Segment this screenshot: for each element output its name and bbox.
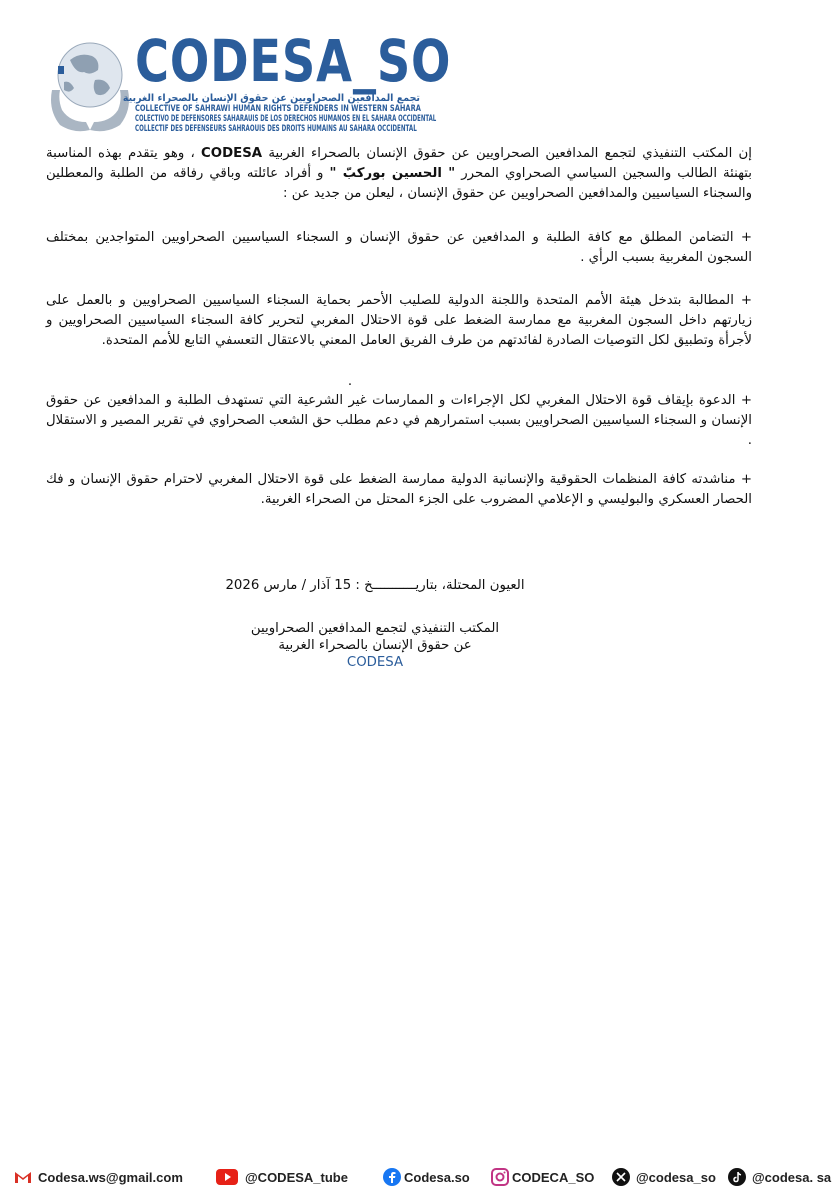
office-line-2: عن حقوق الإنسان بالصحراء الغربية bbox=[278, 638, 472, 653]
intro-paragraph bbox=[46, 144, 752, 204]
gmail-icon bbox=[14, 1168, 32, 1186]
tiktok-text: @codesa. sa bbox=[752, 1169, 832, 1185]
intro-text-a: إن المكتب التنفيذي لتجمع المدافعين الصحراويين عن حقوق الإنسان بالصحراء الغربية bbox=[268, 146, 752, 161]
point-appeal: + مناشدته كافة المنظمات الحقوقية والإنسانية الدولية ممارسة الضغط على قوة الاحتلال المغربي لاحترام حقوق الإنسان و فك الحصار العسكري والبوليسي و الإعلامي المضروب على الجزء المحتل من الصحراء الغربية. bbox=[46, 472, 752, 507]
footer-youtube[interactable] bbox=[215, 1168, 348, 1186]
intro-person-name: " الحسين بوركبّ " bbox=[329, 166, 456, 181]
tagline-spanish: COLECTIVO DE DEFENSORES SAHARAUIS DE LOS DERECHOS HUMANOS EN EL SAHARA OCCIDENTAL bbox=[135, 114, 437, 124]
instagram-text: CODECA_SO bbox=[512, 1169, 595, 1185]
footer-instagram[interactable] bbox=[491, 1168, 594, 1186]
footer-facebook[interactable] bbox=[383, 1168, 470, 1186]
signature-org: CODESA bbox=[346, 655, 404, 670]
header-logo bbox=[40, 27, 452, 140]
x-icon bbox=[612, 1168, 630, 1186]
date-line: العيون المحتلة، بتاريـــــــــــخ : 15 آذار / مارس 2026 bbox=[225, 578, 525, 593]
point-solidarity: + التضامن المطلق مع كافة الطلبة و المدافعين عن حقوق الإنسان و السجناء السياسيين الصحراويين المتواجدين بمختلف السجون المغربية بسبب الرأي . bbox=[46, 230, 752, 265]
email-text: Codesa.ws@gmail.com bbox=[38, 1169, 183, 1185]
footer-x[interactable] bbox=[612, 1168, 716, 1186]
tiktok-icon bbox=[728, 1168, 746, 1186]
separator-dot: . bbox=[347, 374, 353, 389]
brand-title: CODESA_SO bbox=[135, 27, 452, 95]
intro-org-name: CODESA bbox=[201, 146, 263, 161]
office-line-1: المكتب التنفيذي لتجمع المدافعين الصحراويين bbox=[250, 621, 500, 636]
signature-block bbox=[200, 620, 550, 671]
facebook-text: Codesa.so bbox=[404, 1169, 470, 1185]
footer-contacts bbox=[0, 1162, 837, 1196]
tagline-arabic: تجمع المدافعين الصحراويين عن حقوق الإنسان بالصحراء الغربية bbox=[122, 93, 420, 104]
point-un-demand: + المطالبة بتدخل هيئة الأمم المتحدة واللجنة الدولية للصليب الأحمر بحماية السجناء السياسيين الصحراويين و بالعمل على زيارتهم داخل السجون المغربية مع ممارسة الضغط على قوة الاحتلال المغربي لتحرير كافة السجناء السياسيين الصحراويين و لأجرأة وتطبيق لكل التوصيات الصادرة لفائدتهم من طرف الفريق العامل المعني بالاعتقال التعسفي التابع للأمم المتحدة. bbox=[46, 293, 752, 348]
footer-tiktok[interactable] bbox=[728, 1168, 831, 1186]
globe-hands-icon bbox=[40, 30, 140, 140]
intro-text-b: ، وهو يتقدم بهذه المناسبة بتهنئة الطالب والسجين السياسي الصحراوي المحرر bbox=[46, 146, 752, 181]
youtube-text: @CODESA_tube bbox=[245, 1169, 348, 1185]
facebook-icon bbox=[383, 1168, 401, 1186]
brand-taglines bbox=[122, 93, 437, 134]
instagram-icon bbox=[491, 1168, 509, 1186]
youtube-icon bbox=[215, 1168, 239, 1186]
footer-email[interactable] bbox=[14, 1168, 183, 1186]
tagline-french: COLLECTIF DES DEFENSEURS SAHRAOUIS DES DROITS HUMAINS AU SAHARA OCCIDENTAL bbox=[135, 124, 417, 134]
intro-text-c: و أفراد عائلته وباقي رفاقه من الطلبة والمعطلين والسجناء السياسيين والمدافعين الصحراويين عن حقوق الإنسان ، ليعلن من جديد عن : bbox=[46, 166, 752, 201]
x-text: @codesa_so bbox=[636, 1169, 716, 1185]
tagline-english: COLLECTIVE OF SAHRAWI HUMAN RIGHTS DEFENDERS IN WESTERN SAHARA bbox=[135, 104, 421, 114]
point-call-stop: + الدعوة بإيقاف قوة الاحتلال المغربي لكل الإجراءات و الممارسات غير الشرعية التي تستهدف الطلبة و المدافعين عن حقوق الإنسان و السجناء السياسيين الصحراويين بسبب استمرارهم في دعم مطلب حق الشعب الصحراوي في تقرير المصير و الاستقلال . bbox=[46, 393, 752, 448]
